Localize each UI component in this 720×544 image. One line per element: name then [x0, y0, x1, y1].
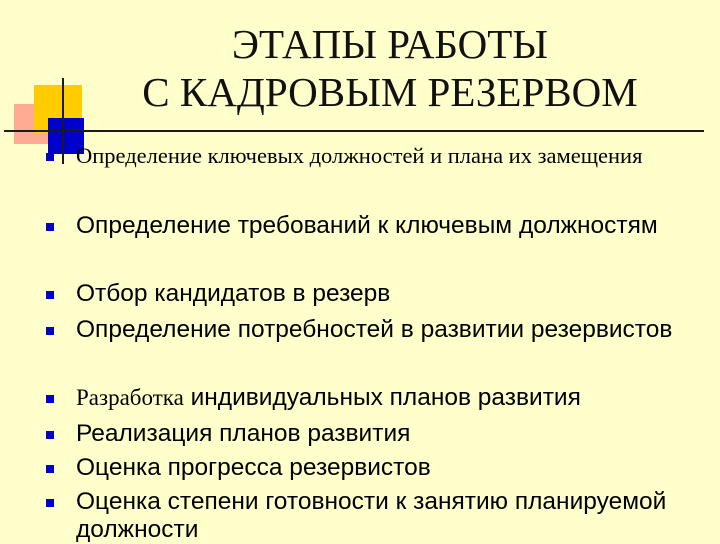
title-line-2: С КАДРОВЫМ РЕЗЕРВОМ [142, 69, 638, 115]
list-item-text-rest: индивидуальных планов развития [183, 384, 581, 411]
list-item [46, 280, 390, 308]
list-item [46, 144, 642, 168]
list-item [46, 420, 410, 448]
square-bullet-icon [46, 291, 54, 299]
list-item-text: Оценка степени готовности к занятию планируемой должности [76, 488, 667, 543]
square-bullet-icon [46, 431, 54, 439]
list-item-text: Определение требований к ключевым должностям [76, 212, 658, 239]
list-item-text: Определение потребностей в развитии резервистов [76, 316, 673, 343]
list-item [46, 488, 706, 544]
square-bullet-icon [46, 499, 54, 507]
list-item [46, 316, 672, 344]
square-bullet-icon [46, 223, 54, 231]
square-bullet-icon [46, 327, 54, 335]
square-bullet-icon [46, 465, 54, 473]
list-item-text: Определение ключевых должностей и плана их замещения [76, 143, 643, 168]
list-item [46, 454, 431, 482]
square-bullet-icon [46, 153, 54, 161]
list-item [46, 384, 581, 415]
title-divider-line [4, 130, 704, 132]
list-item [46, 212, 658, 240]
list-item-text: Отбор кандидатов в резерв [76, 280, 391, 307]
square-bullet-icon [46, 395, 54, 403]
slide-title [110, 20, 670, 116]
list-item-text [76, 384, 581, 415]
title-line-1: ЭТАПЫ РАБОТЫ [231, 21, 549, 67]
list-item-text: Реализация планов развития [76, 420, 411, 447]
list-item-text: Оценка прогресса резервистов [76, 454, 431, 481]
list-item-text-lead: Разработка [76, 385, 184, 410]
